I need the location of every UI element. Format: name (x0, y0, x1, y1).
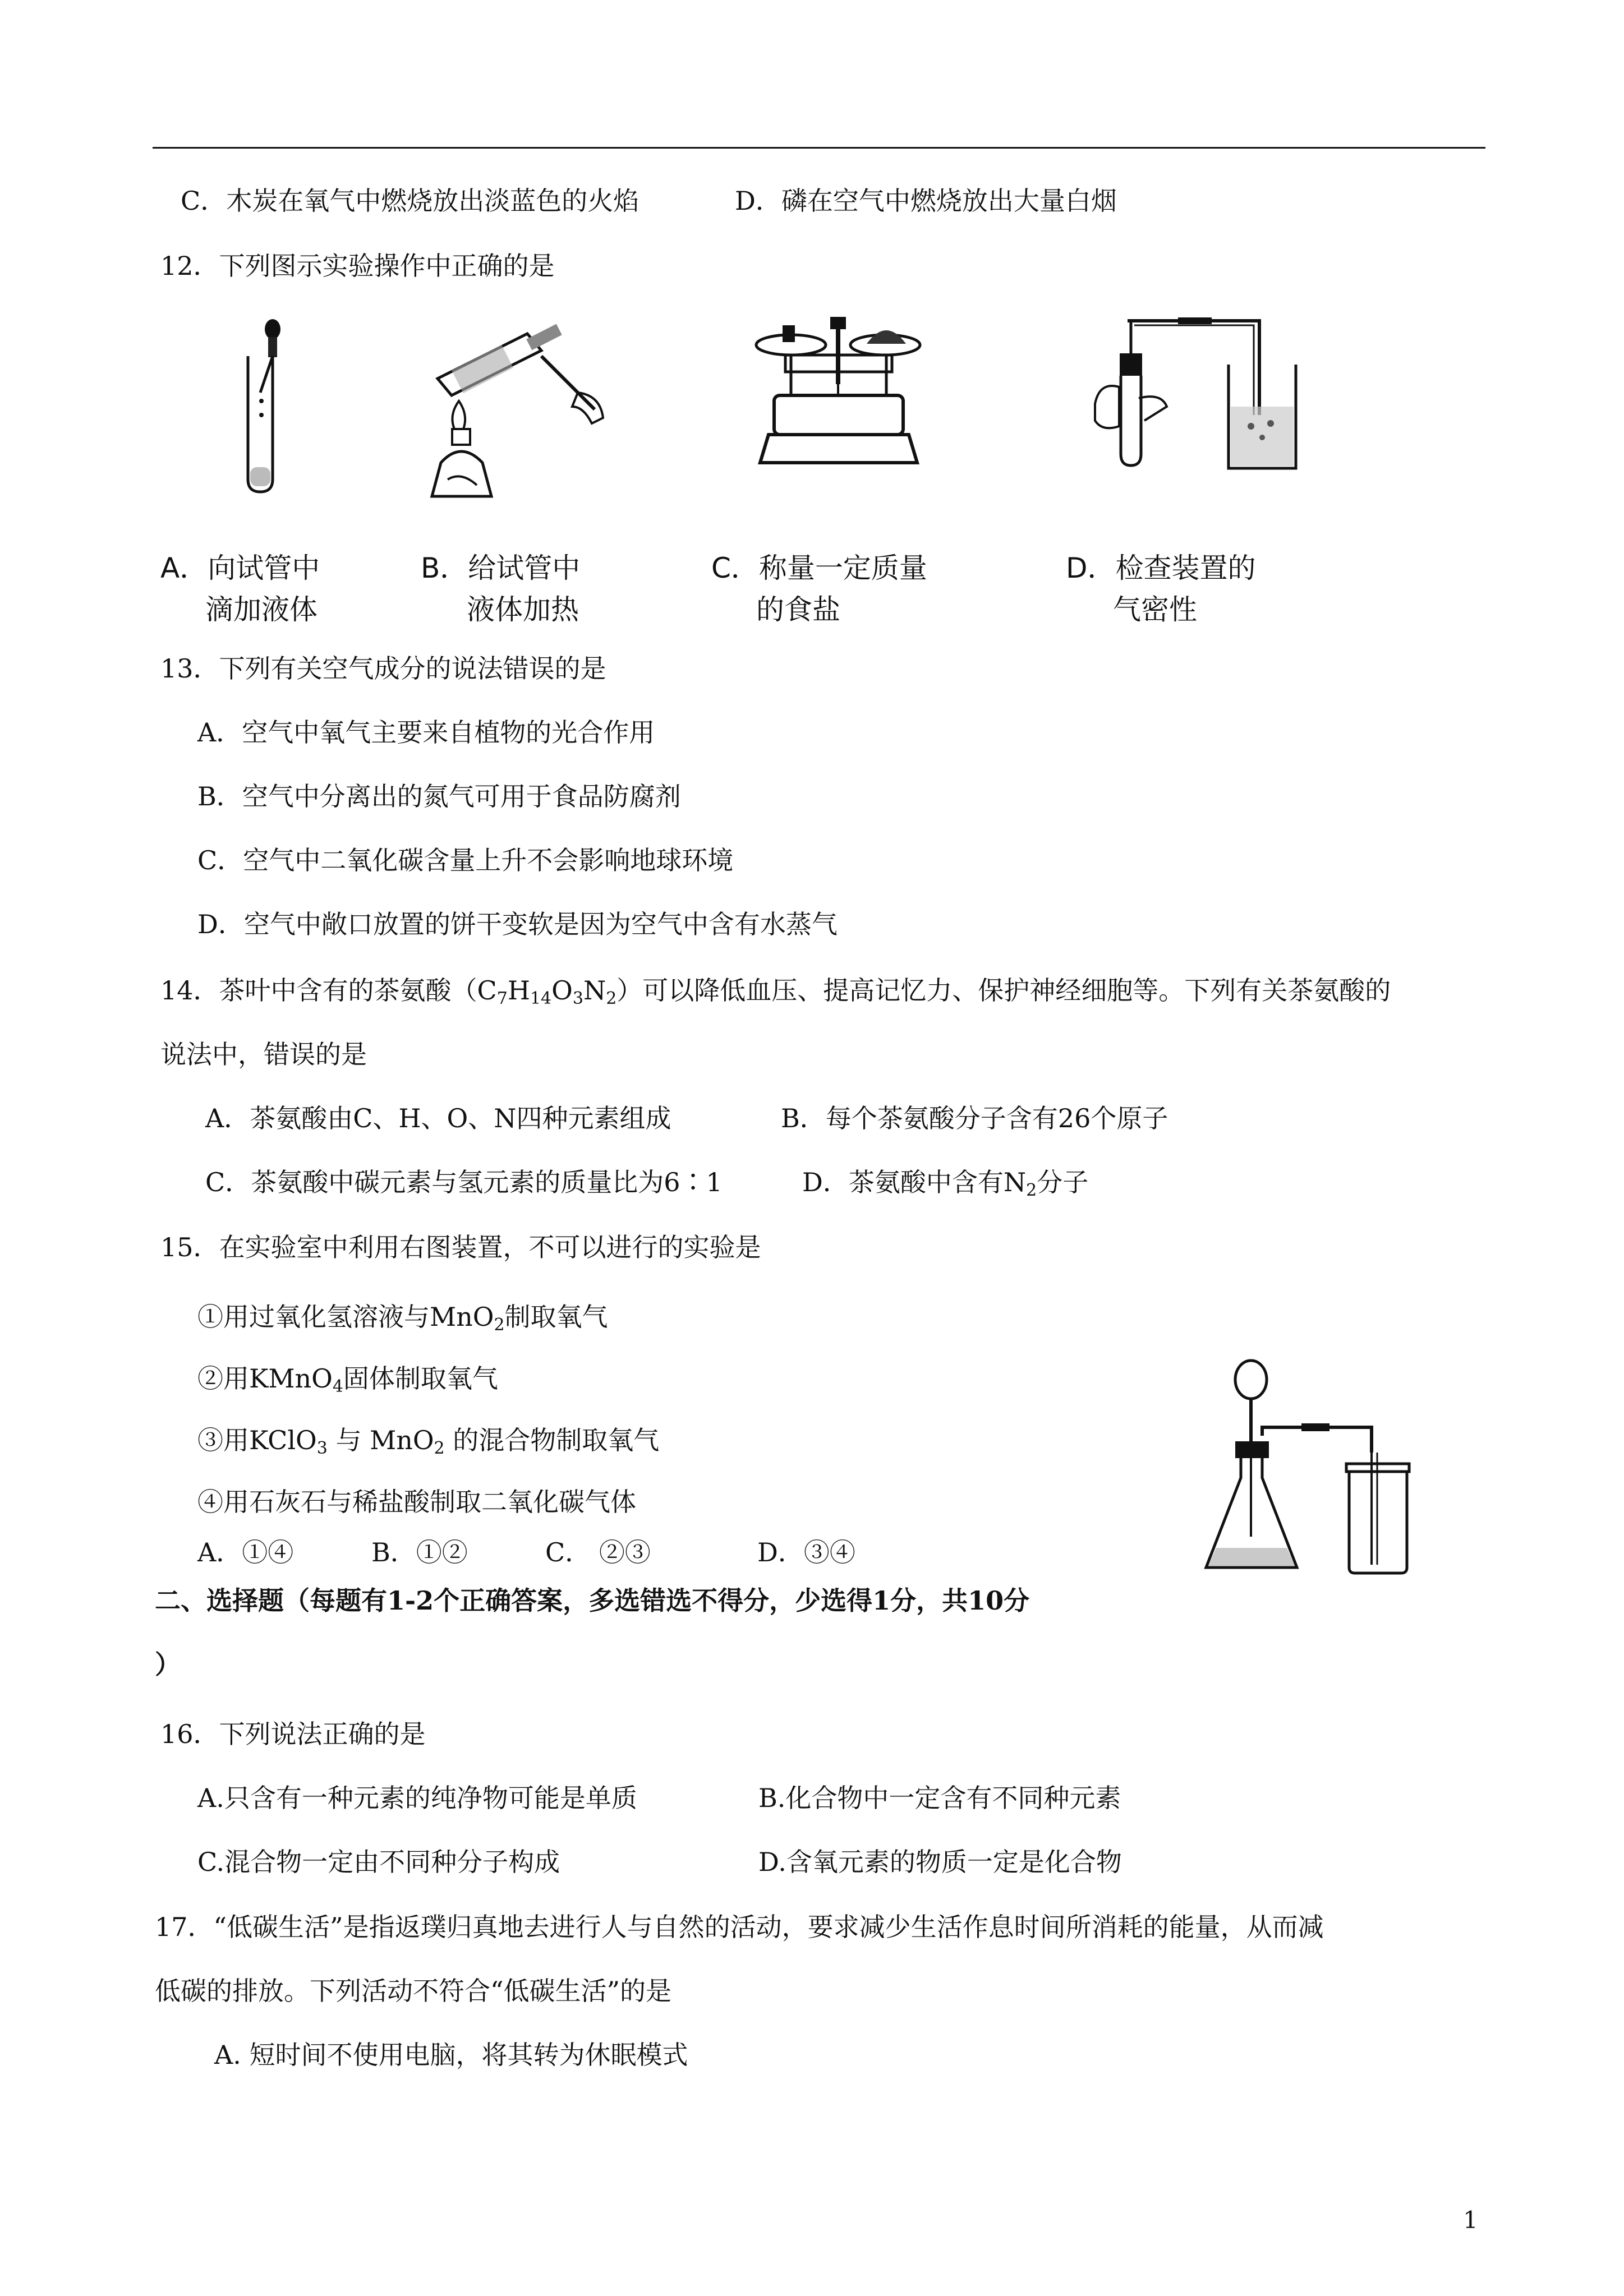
q13-stem: 13．下列有关空气成分的说法错误的是 (160, 653, 606, 684)
q17-stem-line2: 低碳的排放。下列活动不符合“低碳生活”的是 (155, 1976, 672, 2006)
q15-item-1: ①用过氧化氢溶液与MnO$_2$制取氧气 (197, 1302, 608, 1335)
q17-stem-line1: 17．“低碳生活”是指返璞归真地去进行人与自然的活动，要求减少生活作息时间所消耗的能量，从而减 (155, 1912, 1324, 1942)
q15-item-2: ②用KMnO$_4$固体制取氧气 (197, 1363, 498, 1396)
q16-option-a: A.只含有一种元素的纯净物可能是单质 (197, 1783, 637, 1813)
balance-scale-icon (752, 311, 926, 480)
q12-caption-d-line2: 气密性 (1113, 593, 1197, 626)
q16-option-b: B.化合物中一定含有不同种元素 (758, 1783, 1121, 1813)
q11-option-d: D．磷在空气中燃烧放出大量白烟 (735, 186, 1117, 216)
header-rule (153, 147, 1485, 149)
q12-stem: 12．下列图示实验操作中正确的是 (160, 251, 555, 281)
q15-option-c: C． ②③ (545, 1537, 651, 1567)
q12-caption-b-line1: B．给试管中 (421, 552, 581, 584)
q14-stem-line1: 14．茶叶中含有的茶氨酸$(C_7H_{14}O_3N_2)$可以降低血压、提高记忆力、保护神经细胞等。下列有关茶氨酸的 (160, 975, 1391, 1008)
q14-option-a: A．茶氨酸由C、H、O、N四种元素组成 (205, 1103, 671, 1133)
q16-option-d: D.含氧元素的物质一定是化合物 (758, 1847, 1122, 1877)
q14-option-c: C．茶氨酸中碳元素与氢元素的质量比为6∶1 (205, 1167, 723, 1197)
q13-option-a: A．空气中氧气主要来自植物的光合作用 (197, 717, 655, 748)
q15-option-d: D．③④ (757, 1537, 855, 1567)
q15-option-a: A．①④ (197, 1537, 294, 1567)
q16-stem: 16．下列说法正确的是 (160, 1719, 426, 1749)
q13-option-c: C．空气中二氧化碳含量上升不会影响地球环境 (197, 845, 734, 875)
q17-option-a: A. 短时间不使用电脑，将其转为休眠模式 (214, 2040, 688, 2070)
q14-option-b: B．每个茶氨酸分子含有26个原子 (781, 1103, 1168, 1133)
q13-option-b: B．空气中分离出的氮气可用于食品防腐剂 (197, 781, 681, 812)
q15-option-b: B．①② (371, 1537, 468, 1567)
heating-test-tube-icon (415, 311, 606, 505)
q16-option-c: C.混合物一定由不同种分子构成 (197, 1847, 560, 1877)
q15-item-3: ③用KClO$_3$ 与 MnO$_2$ 的混合物制取氧气 (197, 1425, 660, 1458)
q12-caption-d-line1: D．检查装置的 (1066, 552, 1256, 584)
q14-option-d: D．茶氨酸中含有$N_2$分子 (802, 1167, 1089, 1200)
q15-item-4: ④用石灰石与稀盐酸制取二氧化碳气体 (197, 1487, 636, 1517)
q12-caption-b-line2: 液体加热 (467, 593, 579, 626)
flask-gas-collection-icon (1200, 1357, 1425, 1582)
section-2-title: 二、选择题（每题有1-2个正确答案，多选错选不得分，少选得1分，共10分 (155, 1585, 1030, 1616)
section-2-title-close: ） (155, 1649, 181, 1680)
page-number: 1 (1463, 2206, 1478, 2234)
q11-option-c: C．木炭在氧气中燃烧放出淡蓝色的火焰 (181, 186, 640, 216)
q13-option-d: D．空气中敞口放置的饼干变软是因为空气中含有水蒸气 (197, 909, 838, 939)
airtightness-check-icon (1094, 308, 1318, 477)
q14-stem-line2: 说法中，错误的是 (160, 1039, 367, 1069)
q15-stem: 15．在实验室中利用右图装置，不可以进行的实验是 (160, 1232, 761, 1262)
q12-caption-a-line2: 滴加液体 (205, 593, 318, 626)
dropper-test-tube-icon (236, 317, 297, 496)
q12-caption-c-line1: C．称量一定质量 (711, 552, 927, 584)
q12-caption-a-line1: A．向试管中 (160, 552, 320, 584)
q12-caption-c-line2: 的食盐 (756, 593, 840, 626)
